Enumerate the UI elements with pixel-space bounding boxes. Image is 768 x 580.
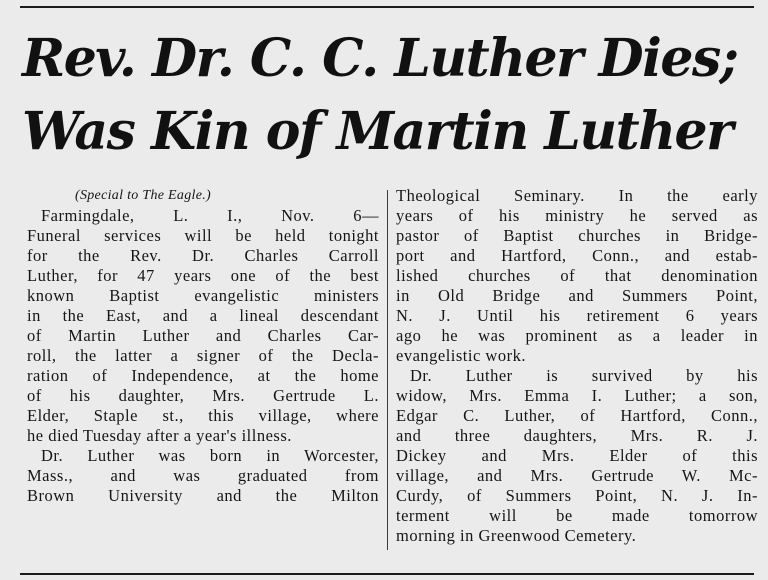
article-line: Elder, Staple st., this village, where [27, 406, 379, 425]
byline: (Special to The Eagle.) [75, 188, 211, 203]
article-line: evangelistic work. [396, 346, 526, 365]
article-line: known Baptist evangelistic ministers [27, 286, 379, 305]
article-line: lished churches of that denomination [396, 266, 758, 285]
article-line: ration of Independence, at the home [27, 366, 379, 385]
article-line: Mass., and was graduated from [27, 466, 379, 485]
article-line: N. J. Until his retirement 6 years [396, 306, 758, 325]
article-line: Dickey and Mrs. Elder of this [396, 446, 758, 465]
article-line: of Martin Luther and Charles Car- [27, 326, 379, 345]
article-line: Theological Seminary. In the early [396, 186, 758, 205]
article-line: in Old Bridge and Summers Point, [396, 286, 758, 305]
article-line: for the Rev. Dr. Charles Carroll [27, 246, 379, 265]
article-line: port and Hartford, Conn., and estab- [396, 246, 758, 265]
article-line: ago he was prominent as a leader in [396, 326, 758, 345]
article-line: Curdy, of Summers Point, N. J. In- [396, 486, 758, 505]
article-line: in the East, and a lineal descendant [27, 306, 379, 325]
article-line: widow, Mrs. Emma I. Luther; a son, [396, 386, 758, 405]
article-line: pastor of Baptist churches in Bridge- [396, 226, 758, 245]
article-column-right [396, 186, 758, 546]
article-line: Dr. Luther was born in Worcester, [41, 446, 379, 465]
article-line: terment will be made tomorrow [396, 506, 758, 525]
article-line: roll, the latter a signer of the Decla- [27, 346, 379, 365]
article-line: of his daughter, Mrs. Gertrude L. [27, 386, 379, 405]
article-line: Farmingdale, L. I., Nov. 6— [41, 206, 379, 225]
top-rule [20, 6, 754, 8]
article-line: Edgar C. Luther, of Hartford, Conn., [396, 406, 758, 425]
bottom-rule [20, 573, 754, 575]
article-line: Dr. Luther is survived by his [410, 366, 758, 385]
article-column-left [27, 186, 379, 506]
article-line: and three daughters, Mrs. R. J. [396, 426, 758, 445]
article-line: years of his ministry he served as [396, 206, 758, 225]
column-divider [387, 190, 388, 550]
headline-line-2: Was Kin of Martin Luther [22, 101, 732, 162]
headline-line-1: Rev. Dr. C. C. Luther Dies; [22, 28, 738, 89]
article-line: Funeral services will be held tonight [27, 226, 379, 245]
article-line: morning in Greenwood Cemetery. [396, 526, 637, 545]
article-line: Luther, for 47 years one of the best [27, 266, 379, 285]
article-line: village, and Mrs. Gertrude W. Mc- [396, 466, 758, 485]
article-line: Brown University and the Milton [27, 486, 379, 505]
article-line: he died Tuesday after a year's illness. [27, 426, 292, 445]
